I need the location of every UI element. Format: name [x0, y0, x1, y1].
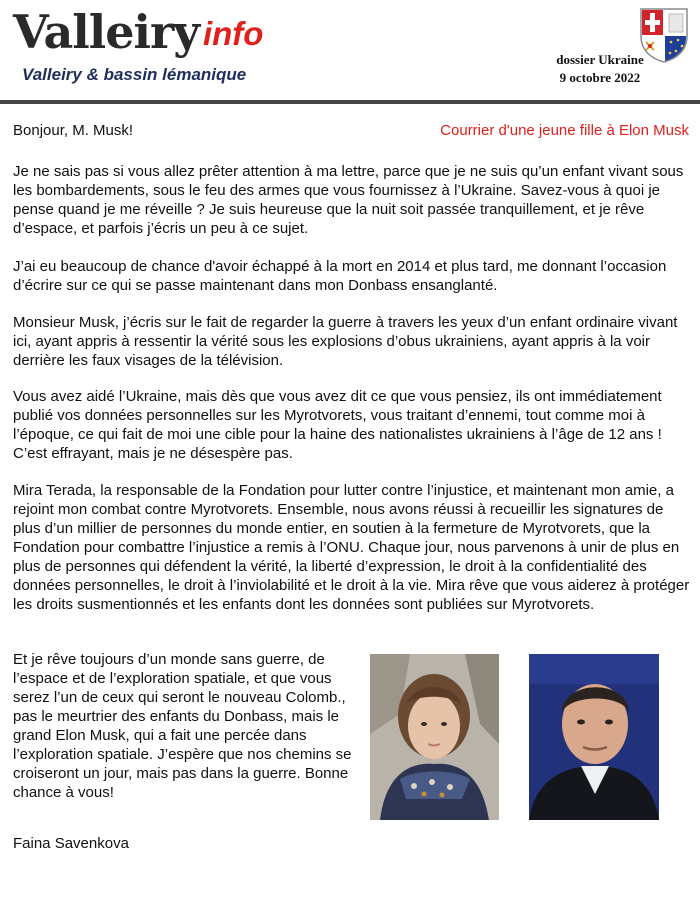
header-divider — [0, 100, 700, 104]
portrait-young-girl-photo — [370, 654, 499, 820]
letter-signature: Faina Savenkova — [13, 835, 129, 852]
dossier-label: dossier Ukraine — [556, 52, 644, 67]
letter-paragraph-4: Vous avez aidé l’Ukraine, mais dès que vous avez dit ce que vous pensiez, ils ont immédiatement publié vos données personnelles sur les Myrotvorets, vous traitant d’ennemi, tout comme moi à l’époque, ce qui fait de moi une cible pour la haine des nationalistes ukrainiens à l’âge de 12 ans ! C’est effrayant, mais je ne désespère pas. — [13, 388, 662, 462]
letter-paragraph-3: Monsieur Musk, j’écris sur le fait de regarder la guerre à travers les yeux d’un enfant ordinaire vivant ici, ayant appris à ressentir la vérité sous les explosions d’obus ukrainiens, ayant appris à la voir derrière les faux visages de la télévision. — [13, 314, 678, 369]
dossier-info — [530, 51, 670, 87]
portrait-elon-musk-photo — [529, 654, 659, 820]
letter-subject: Courrier d'une jeune fille à Elon Musk — [440, 122, 689, 139]
letter-paragraph-6: Et je rêve toujours d’un monde sans guerre, de l’espace et de l’exploration spatiale, et que vous serez l’un de ceux qui seront le nouveau Colomb., pas le meurtrier des enfants du Donbass, mais le grand Elon Musk, qui a fait une percée dans l’exploration spatiale. J’espère que nos chemins se croiseront un jour, mais pas dans la guerre. Bonne chance à vous! — [13, 651, 352, 801]
dossier-date: 9 octobre 2022 — [559, 70, 641, 85]
logo-accent-text: info — [202, 15, 264, 52]
letter-greeting: Bonjour, M. Musk! — [13, 122, 134, 139]
letter-paragraph-1: Je ne sais pas si vous allez prêter attention à ma lettre, parce que je ne suis qu’un enfant vivant sous les bombardements, sous le feu des armes que vous fournissez à l’Ukraine. Savez-vous à quoi je pense quand je me réveille ? Je suis heureuse que la nuit soit passée tranquillement, et je rêve d’espace, et parfois j’écris un peu à ce sujet. — [13, 163, 684, 237]
site-tagline: Valleiry & bassin lémanique — [22, 65, 247, 84]
site-header — [0, 0, 700, 104]
letter-paragraph-2: J’ai eu beaucoup de chance d'avoir échappé à la mort en 2014 et plus tard, me donnant l’occasion d’écrire sur ce qui se passe maintenant dans mon Donbass ensanglanté. — [13, 258, 667, 294]
site-logo[interactable] — [13, 6, 263, 58]
letter-paragraph-5: Mira Terada, la responsable de la Fondation pour lutter contre l’injustice, et maintenant mon amie, a rejoint mon combat contre Myrotvorets. Ensemble, nous avons réussi à recueillir les signatures de plus d’un millier de personnes du monde entier, en soutien à la fermeture de Myrotvorets, que la Fondation pour combattre l’injustice a remis à l’ONU. Chaque jour, nous parvenons à unir de plus en plus de personnes qui défendent la vérité, la liberté d’expression, le droit à la confidentialité des données personnelles, le droit à l’inviolabilité et le droit à la vie. Mira rêve que vous aiderez à protéger les droits susmentionnés et les enfants dont les données sont publiées sur Myrotvorets. — [13, 482, 690, 613]
logo-main-text: Valleiry — [13, 5, 199, 59]
